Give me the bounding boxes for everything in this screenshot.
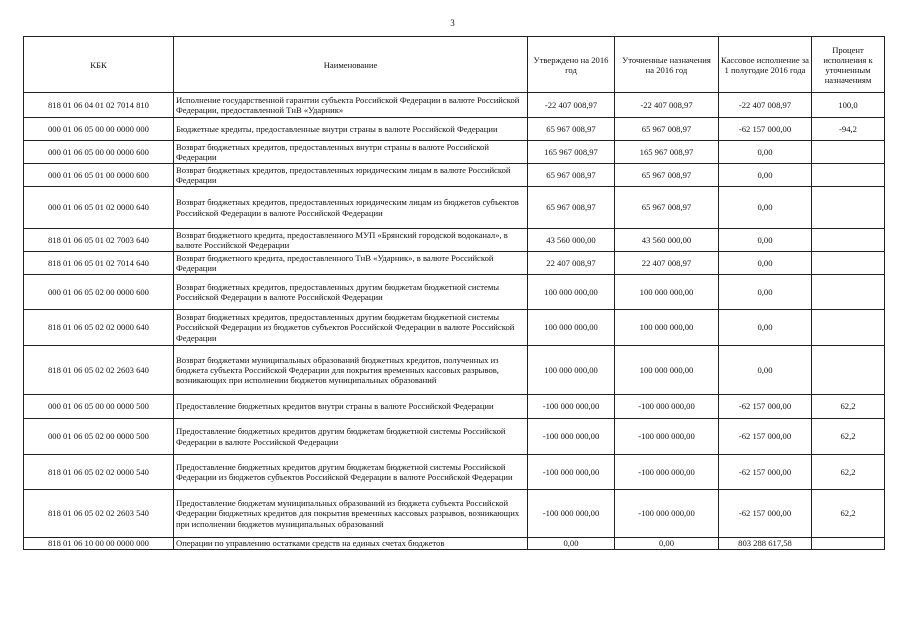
cell-cash-execution: 0,00: [719, 275, 812, 310]
cell-name: Возврат бюджетами муниципальных образований бюджетных кредитов, полученных из бюджета субъекта Российской Федерации для покрытия временных кассовых разрывов, возникающих при исполнении бюджетов муниципальных образований: [174, 346, 528, 395]
cell-name: Предоставление бюджетных кредитов другим бюджетам бюджетной системы Российской Федерации из бюджетов субъектов Российской Федерации в валюте Российской Федерации: [174, 455, 528, 490]
cell-kbk: 818 01 06 05 02 02 2603 540: [24, 490, 174, 538]
cell-cash-execution: 0,00: [719, 187, 812, 229]
cell-percent: 62,2: [812, 419, 885, 455]
cell-cash-execution: -22 407 008,97: [719, 93, 812, 118]
cell-refined: -100 000 000,00: [615, 395, 719, 419]
cell-refined: 65 967 008,97: [615, 118, 719, 141]
cell-kbk: 818 01 06 05 01 02 7003 640: [24, 229, 174, 252]
cell-approved: 100 000 000,00: [528, 310, 615, 346]
table-row: [24, 310, 885, 346]
cell-percent: [812, 229, 885, 252]
cell-refined: 165 967 008,97: [615, 141, 719, 164]
cell-kbk: 000 01 06 05 00 00 0000 000: [24, 118, 174, 141]
cell-kbk: 000 01 06 05 01 02 0000 640: [24, 187, 174, 229]
cell-approved: 0,00: [528, 538, 615, 550]
table-row: [24, 93, 885, 118]
table-row: [24, 164, 885, 187]
cell-percent: [812, 346, 885, 395]
cell-refined: -100 000 000,00: [615, 455, 719, 490]
cell-cash-execution: -62 157 000,00: [719, 118, 812, 141]
cell-refined: -22 407 008,97: [615, 93, 719, 118]
table-row: [24, 346, 885, 395]
cell-approved: 100 000 000,00: [528, 275, 615, 310]
cell-name: Предоставление бюджетам муниципальных образований из бюджета субъекта Российской Федерации бюджетных кредитов для покрытия временных кассовых разрывов, возникающих при исполнении бюджетов муниципальных образований: [174, 490, 528, 538]
cell-percent: [812, 275, 885, 310]
header-name: Наименование: [174, 37, 528, 93]
budget-execution-table: [23, 36, 885, 550]
table-row: [24, 118, 885, 141]
page-number: 3: [450, 18, 455, 28]
cell-refined: 0,00: [615, 538, 719, 550]
cell-refined: 65 967 008,97: [615, 164, 719, 187]
cell-kbk: 000 01 06 05 02 00 0000 600: [24, 275, 174, 310]
cell-kbk: 818 01 06 05 02 02 2603 640: [24, 346, 174, 395]
cell-cash-execution: -62 157 000,00: [719, 395, 812, 419]
cell-approved: 65 967 008,97: [528, 187, 615, 229]
cell-refined: 65 967 008,97: [615, 187, 719, 229]
cell-refined: 22 407 008,97: [615, 252, 719, 275]
cell-cash-execution: 0,00: [719, 229, 812, 252]
cell-cash-execution: 0,00: [719, 252, 812, 275]
header-percent: Процент исполнения к уточненным назначениям: [812, 37, 885, 93]
cell-refined: 100 000 000,00: [615, 346, 719, 395]
table-row: [24, 419, 885, 455]
cell-refined: -100 000 000,00: [615, 490, 719, 538]
cell-kbk: 818 01 06 04 01 02 7014 810: [24, 93, 174, 118]
cell-approved: -100 000 000,00: [528, 490, 615, 538]
cell-percent: 62,2: [812, 395, 885, 419]
header-approved: Утверждено на 2016 год: [528, 37, 615, 93]
cell-name: Исполнение государственной гарантии субъекта Российской Федерации в валюте Российской Федерации, предоставленной ТнВ «Ударник»: [174, 93, 528, 118]
cell-percent: -94,2: [812, 118, 885, 141]
cell-name: Операции по управлению остатками средств на единых счетах бюджетов: [174, 538, 528, 550]
cell-approved: 43 560 000,00: [528, 229, 615, 252]
header-cash-execution: Кассовое исполнение за 1 полугодие 2016 года: [719, 37, 812, 93]
cell-kbk: 818 01 06 05 02 02 0000 540: [24, 455, 174, 490]
cell-kbk: 818 01 06 05 02 02 0000 640: [24, 310, 174, 346]
cell-cash-execution: 0,00: [719, 346, 812, 395]
cell-percent: 62,2: [812, 490, 885, 538]
cell-name: Возврат бюджетных кредитов, предоставленных другим бюджетам бюджетной системы Российской Федерации из бюджетов субъектов Российской Федерации в валюте Российской Федерации: [174, 310, 528, 346]
cell-approved: -22 407 008,97: [528, 93, 615, 118]
cell-refined: 43 560 000,00: [615, 229, 719, 252]
table-row: [24, 252, 885, 275]
cell-percent: [812, 164, 885, 187]
table-row: [24, 187, 885, 229]
cell-approved: 165 967 008,97: [528, 141, 615, 164]
cell-approved: 100 000 000,00: [528, 346, 615, 395]
cell-refined: 100 000 000,00: [615, 310, 719, 346]
cell-refined: -100 000 000,00: [615, 419, 719, 455]
cell-approved: -100 000 000,00: [528, 419, 615, 455]
cell-percent: [812, 310, 885, 346]
cell-name: Возврат бюджетных кредитов, предоставленных юридическим лицам в валюте Российской Федерации: [174, 164, 528, 187]
cell-name: Возврат бюджетного кредита, предоставленного ТнВ «Ударник», в валюте Российской Федерации: [174, 252, 528, 275]
cell-percent: [812, 141, 885, 164]
cell-approved: 65 967 008,97: [528, 164, 615, 187]
cell-kbk: 818 01 06 05 01 02 7014 640: [24, 252, 174, 275]
cell-name: Бюджетные кредиты, предоставленные внутри страны в валюте Российской Федерации: [174, 118, 528, 141]
cell-cash-execution: -62 157 000,00: [719, 490, 812, 538]
cell-cash-execution: 0,00: [719, 164, 812, 187]
table-row: [24, 141, 885, 164]
cell-kbk: 000 01 06 05 00 00 0000 600: [24, 141, 174, 164]
cell-name: Возврат бюджетных кредитов, предоставленных другим бюджетам бюджетной системы Российской Федерации в валюте Российской Федерации: [174, 275, 528, 310]
cell-kbk: 000 01 06 05 00 00 0000 500: [24, 395, 174, 419]
cell-name: Предоставление бюджетных кредитов другим бюджетам бюджетной системы Российской Федерации в валюте Российской Федерации: [174, 419, 528, 455]
cell-refined: 100 000 000,00: [615, 275, 719, 310]
table-row: [24, 490, 885, 538]
cell-percent: [812, 187, 885, 229]
table-row: [24, 455, 885, 490]
table-body: [24, 93, 885, 550]
table-row: [24, 538, 885, 550]
cell-kbk: 000 01 06 05 01 00 0000 600: [24, 164, 174, 187]
cell-cash-execution: 803 288 617,58: [719, 538, 812, 550]
cell-approved: -100 000 000,00: [528, 455, 615, 490]
cell-approved: 22 407 008,97: [528, 252, 615, 275]
header-refined: Уточненные назначения на 2016 год: [615, 37, 719, 93]
header-kbk: КБК: [24, 37, 174, 93]
cell-cash-execution: 0,00: [719, 141, 812, 164]
table-row: [24, 275, 885, 310]
cell-cash-execution: -62 157 000,00: [719, 455, 812, 490]
table-row: [24, 229, 885, 252]
cell-percent: [812, 252, 885, 275]
cell-approved: 65 967 008,97: [528, 118, 615, 141]
cell-approved: -100 000 000,00: [528, 395, 615, 419]
table-row: [24, 395, 885, 419]
cell-name: Возврат бюджетного кредита, предоставленного МУП «Брянский городской водоканал», в валюте Российской Федерации: [174, 229, 528, 252]
cell-percent: 100,0: [812, 93, 885, 118]
cell-cash-execution: -62 157 000,00: [719, 419, 812, 455]
cell-cash-execution: 0,00: [719, 310, 812, 346]
cell-name: Возврат бюджетных кредитов, предоставленных внутри страны в валюте Российской Федерации: [174, 141, 528, 164]
table-header-row: [24, 37, 885, 93]
cell-kbk: 818 01 06 10 00 00 0000 000: [24, 538, 174, 550]
cell-kbk: 000 01 06 05 02 00 0000 500: [24, 419, 174, 455]
cell-name: Предоставление бюджетных кредитов внутри страны в валюте Российской Федерации: [174, 395, 528, 419]
cell-percent: 62,2: [812, 455, 885, 490]
cell-percent: [812, 538, 885, 550]
cell-name: Возврат бюджетных кредитов, предоставленных юридическим лицам из бюджетов субъектов Российской Федерации в валюте Российской Федерации: [174, 187, 528, 229]
